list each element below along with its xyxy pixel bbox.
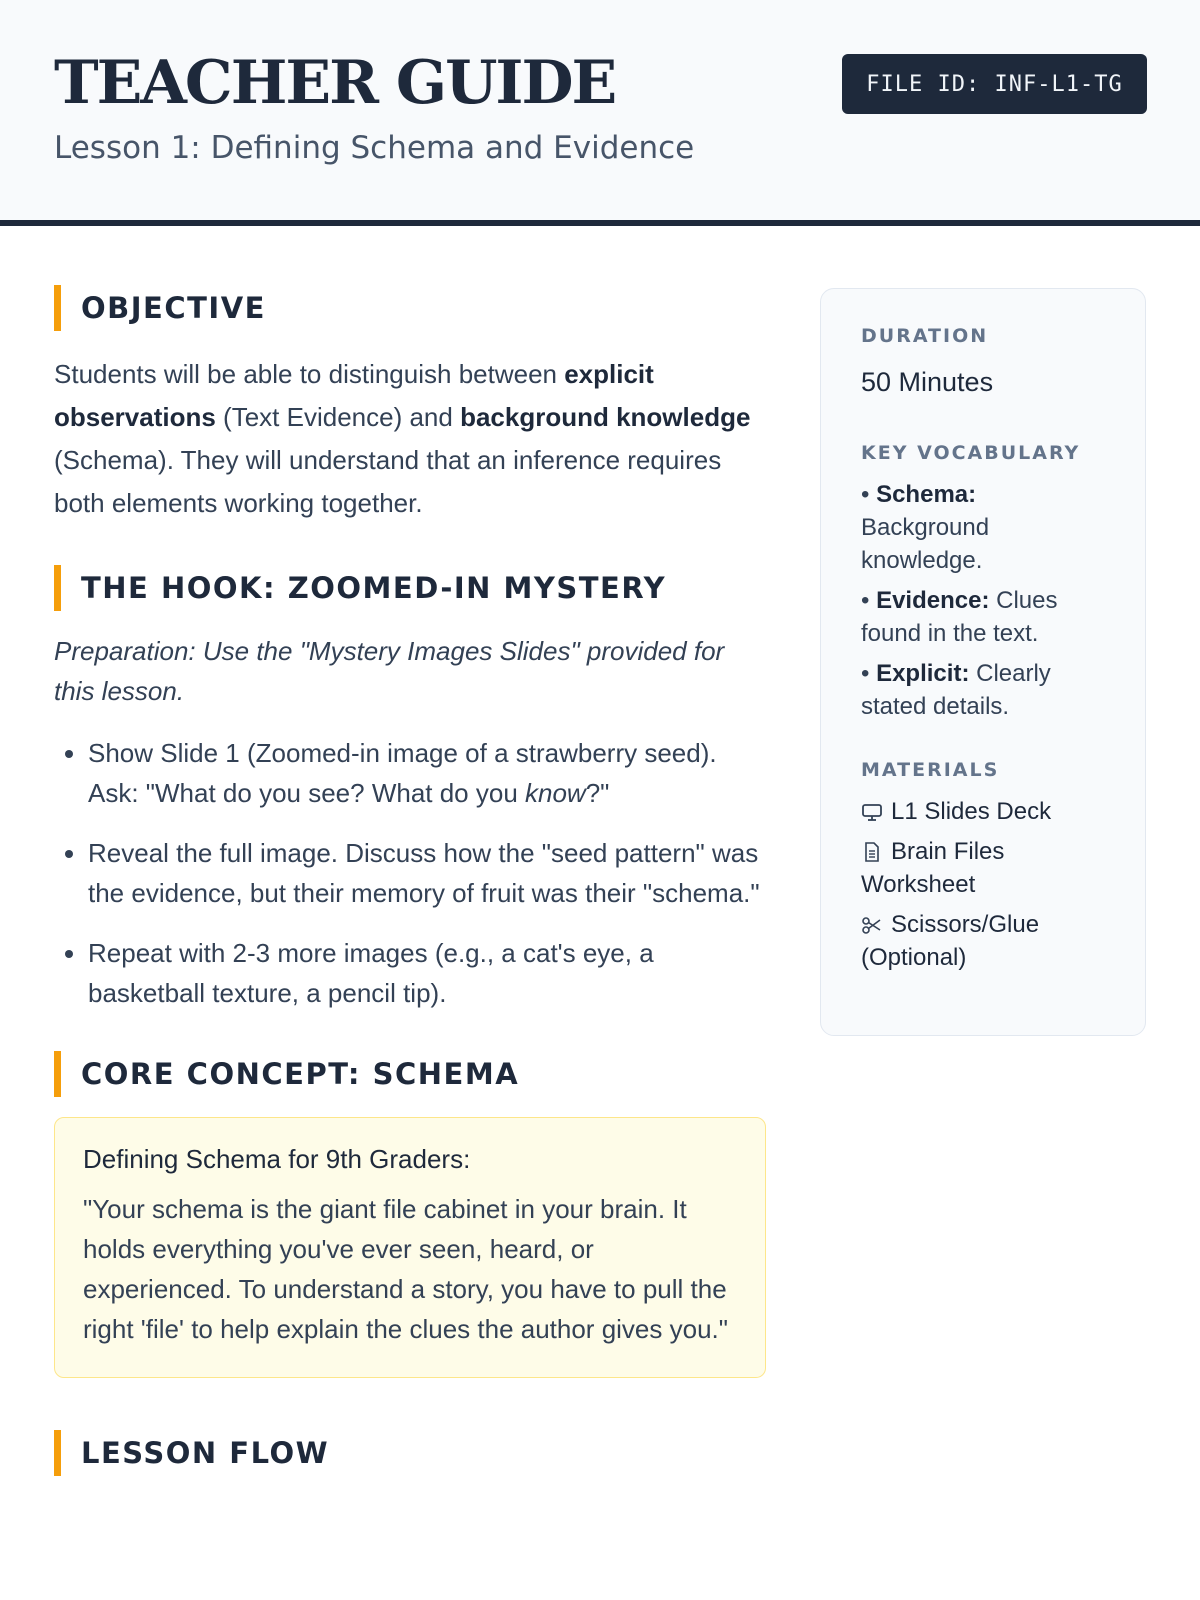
explicit-observations-term: explicit observations bbox=[54, 359, 654, 432]
vocab-list bbox=[861, 478, 1105, 723]
document-icon bbox=[861, 842, 883, 862]
duration-label: DURATION bbox=[861, 325, 989, 347]
guide-header bbox=[0, 0, 1200, 226]
core-concept-heading: CORE CONCEPT: SCHEMA bbox=[54, 1051, 766, 1097]
material-item: Brain Files Worksheet bbox=[861, 838, 1005, 898]
objective-text: Students will be able to distinguish between explicit observations (Text Evidence) and background knowledge (Schema). They will understand that an inference requires both elements working together. bbox=[54, 359, 751, 518]
monitor-icon bbox=[861, 802, 883, 822]
scissors-icon bbox=[861, 915, 883, 935]
vocab-item: • Evidence: Clues found in the text. bbox=[861, 587, 1058, 647]
materials-label: MATERIALS bbox=[861, 759, 1000, 781]
list-item: • Show Slide 1 (Zoomed-in image of a strawberry seed). Ask: "What do you see? What do you know?" bbox=[88, 733, 766, 813]
material-item: L1 Slides Deck bbox=[861, 795, 1105, 828]
page-title: TEACHER GUIDE bbox=[54, 48, 616, 118]
hook-steps bbox=[54, 733, 766, 1013]
material-item: Scissors/Glue (Optional) bbox=[861, 911, 1040, 971]
list-item: • Reveal the full image. Discuss how the "seed pattern" was the evidence, but their memory of fruit was their "schema." bbox=[88, 833, 766, 913]
lesson-info-sidebar bbox=[820, 288, 1146, 1036]
callout-title: Defining Schema for 9th Graders: bbox=[83, 1144, 471, 1174]
callout-body: "Your schema is the giant file cabinet in your brain. It holds everything you've ever seen, heard, or experienced. To understand a story, you have to pull the right 'file' to help explain the clues the author gives you." bbox=[83, 1194, 728, 1344]
objective-heading: OBJECTIVE bbox=[54, 285, 766, 331]
hook-preparation: Preparation: Use the "Mystery Images Slides" provided for this lesson. bbox=[54, 636, 725, 706]
file-id-badge: FILE ID: INF-L1-TG bbox=[842, 54, 1147, 114]
lesson-flow-heading: LESSON FLOW bbox=[54, 1430, 766, 1476]
materials-list bbox=[861, 795, 1105, 974]
vocab-item: • Schema: Background knowledge. bbox=[861, 481, 990, 574]
duration-value: 50 Minutes bbox=[861, 367, 994, 397]
list-item: • Repeat with 2-3 more images (e.g., a cat's eye, a basketball texture, a pencil tip). bbox=[88, 933, 766, 1013]
vocab-item: • Explicit: Clearly stated details. bbox=[861, 660, 1051, 720]
hook-heading: THE HOOK: ZOOMED-IN MYSTERY bbox=[54, 565, 766, 611]
main-content bbox=[54, 285, 766, 1476]
lesson-subtitle: Lesson 1: Defining Schema and Evidence bbox=[54, 130, 695, 166]
background-knowledge-term: background knowledge bbox=[460, 402, 751, 432]
schema-callout bbox=[54, 1117, 766, 1378]
vocab-label: KEY VOCABULARY bbox=[861, 442, 1081, 464]
